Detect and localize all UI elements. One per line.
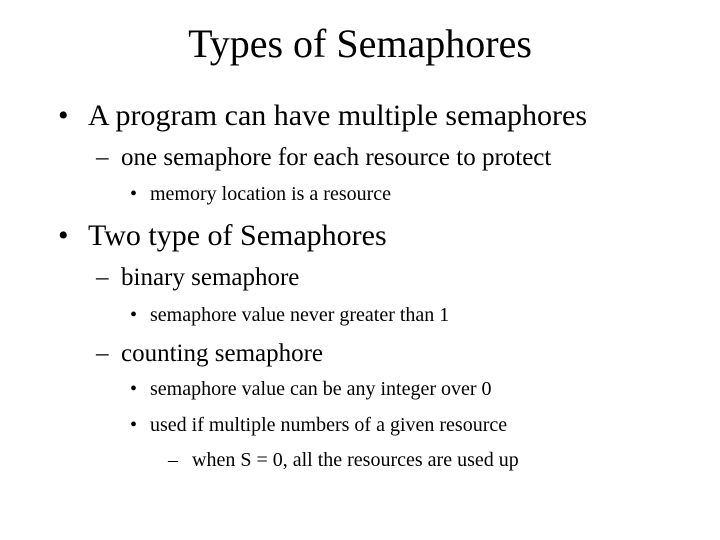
dash-marker: – (96, 340, 109, 367)
bullet-level3 (130, 182, 391, 206)
bullet-level4 (168, 448, 519, 472)
bullet-marker: • (58, 99, 69, 132)
bullet-marker: • (58, 219, 69, 252)
bullet-level1 (58, 98, 587, 134)
bullet-marker: • (130, 183, 138, 205)
bullet-text: when S = 0, all the resources are used up (192, 449, 519, 471)
bullet-level2 (96, 339, 323, 369)
bullet-marker: • (130, 378, 138, 400)
bullet-text: binary semaphore (121, 264, 300, 291)
bullet-text: used if multiple numbers of a given resource (150, 414, 508, 436)
bullet-level1 (58, 218, 387, 254)
bullet-level2 (96, 143, 551, 173)
bullet-text: semaphore value can be any integer over 0 (150, 378, 492, 400)
bullet-marker: • (130, 414, 138, 436)
bullet-text: counting semaphore (121, 340, 324, 367)
bullet-text: memory location is a resource (150, 183, 392, 205)
slide-title: Types of Semaphores (188, 21, 532, 66)
bullet-marker: • (130, 304, 138, 326)
dash-marker: – (96, 144, 109, 171)
bullet-text: A program can have multiple semaphores (88, 99, 588, 132)
dash-marker: – (96, 264, 109, 291)
bullet-text: one semaphore for each resource to protect (121, 144, 552, 171)
bullet-level2 (96, 263, 299, 293)
dash-marker: – (168, 449, 178, 471)
bullet-level3 (130, 303, 449, 327)
bullet-text: Two type of Semaphores (88, 219, 387, 252)
bullet-level3 (130, 413, 507, 437)
bullet-text: semaphore value never greater than 1 (150, 304, 450, 326)
bullet-level3 (130, 377, 492, 401)
